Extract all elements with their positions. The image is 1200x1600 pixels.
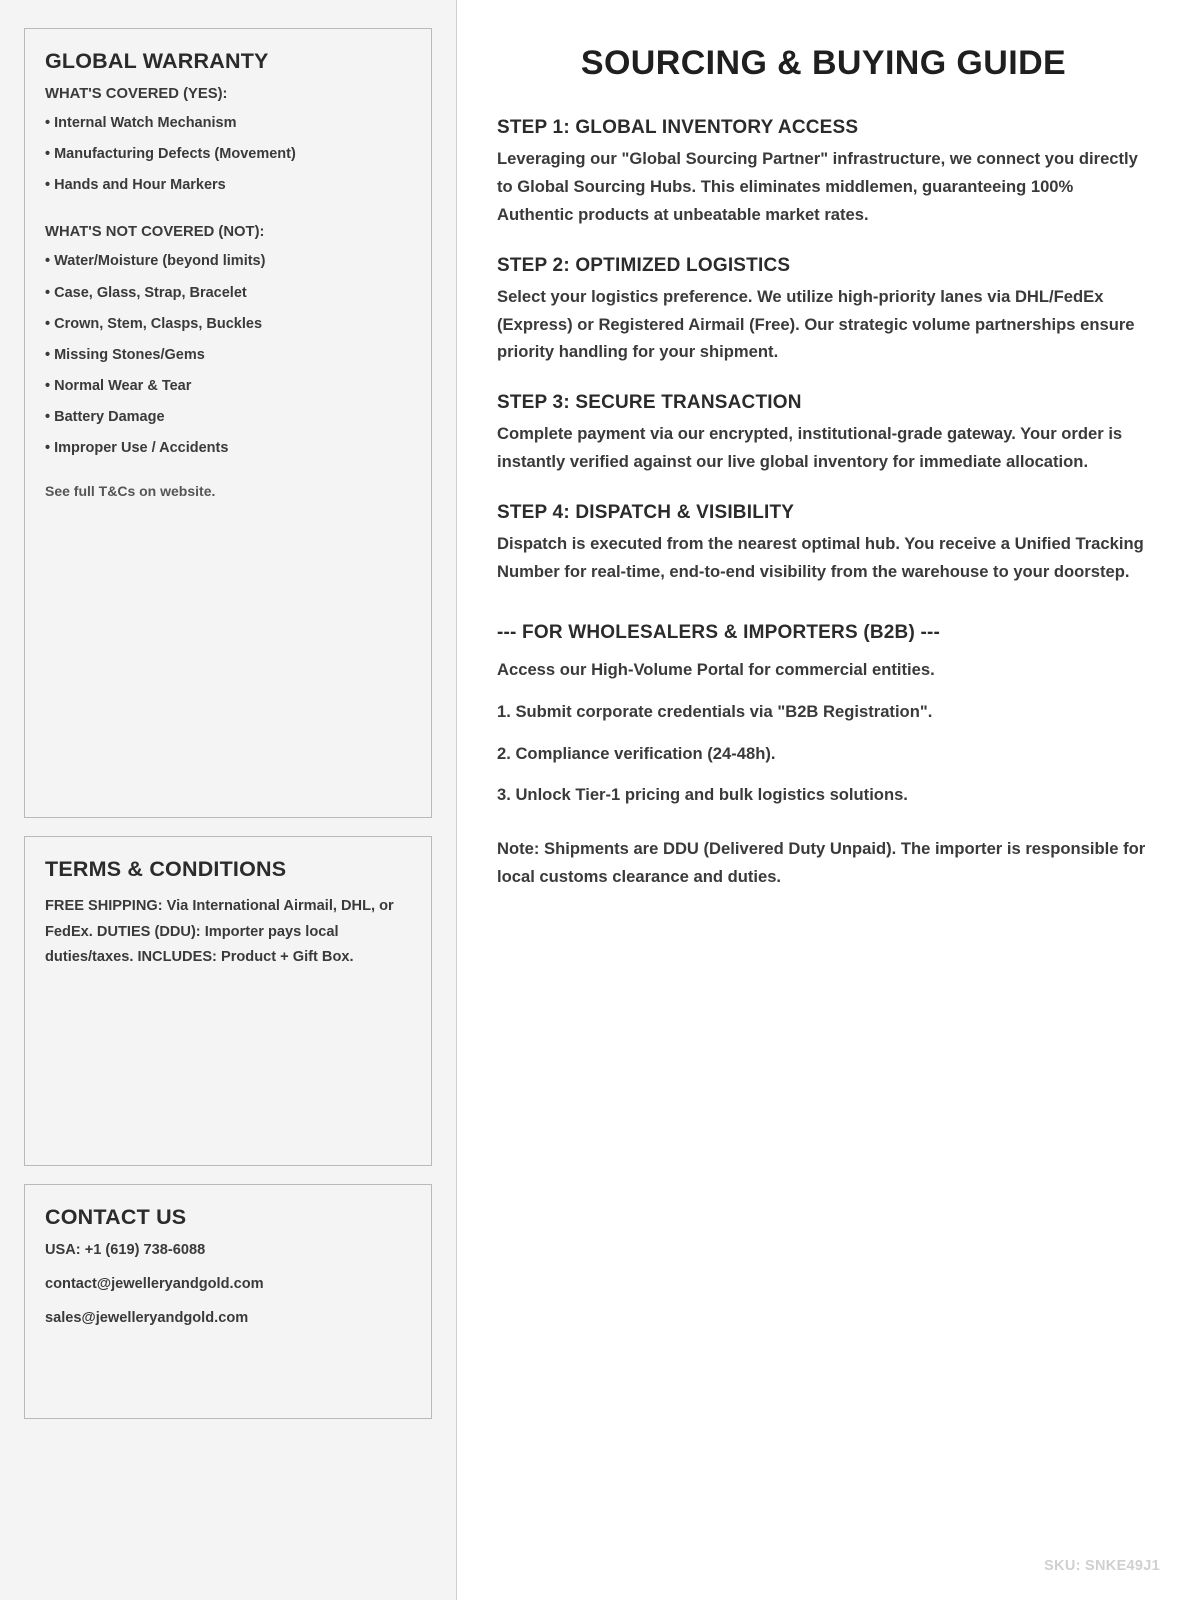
contact-email-primary: contact@jewelleryandgold.com [45, 1276, 264, 1292]
contact-email-sales: sales@jewelleryandgold.com [45, 1310, 249, 1326]
step-1-title: STEP 1: GLOBAL INVENTORY ACCESS [497, 117, 859, 138]
list-item: • Battery Damage [45, 409, 165, 425]
sku-label: SKU: SNKE49J1 [1044, 1558, 1160, 1574]
contact-title: CONTACT US [45, 1205, 187, 1229]
b2b-note: Note: Shipments are DDU (Delivered Duty Unpaid). The importer is responsible for local customs clearance and duties. [497, 839, 1146, 887]
step-1 [497, 117, 1150, 229]
terms-body: FREE SHIPPING: Via International Airmail, DHL, or FedEx. DUTIES (DDU): Importer pays local duties/taxes. INCLUDES: Product + Gift Box. [45, 898, 394, 966]
main-content [457, 0, 1200, 1600]
warranty-footnote: See full T&Cs on website. [45, 483, 216, 500]
list-item: • Water/Moisture (beyond limits) [45, 253, 266, 270]
b2b-intro: Access our High-Volume Portal for commercial entities. [497, 659, 935, 679]
list-item: • Normal Wear & Tear [45, 377, 192, 394]
terms-conditions-card [24, 836, 432, 1166]
list-item: • Improper Use / Accidents [45, 440, 229, 457]
list-item: • Hands and Hour Markers [45, 177, 226, 194]
list-item: • Missing Stones/Gems [45, 346, 205, 363]
step-2 [497, 255, 1150, 367]
list-item: • Manufacturing Defects (Movement) [45, 146, 296, 163]
step-2-title: STEP 2: OPTIMIZED LOGISTICS [497, 254, 791, 276]
left-sidebar [0, 0, 457, 1600]
b2b-step-3: 3. Unlock Tier-1 pricing and bulk logistics solutions. [497, 785, 908, 805]
step-1-body: Leveraging our "Global Sourcing Partner" infrastructure, we connect you directly to Global Sourcing Hubs. This eliminates middlemen, guaranteeing 100% Authentic products at unbeatable market rates. [497, 149, 1138, 224]
step-4-body: Dispatch is executed from the nearest optimal hub. You receive a Unified Tracking Number for real-time, end-to-end visibility from the warehouse to your doorstep. [497, 534, 1144, 581]
step-3 [497, 392, 1150, 476]
terms-title: TERMS & CONDITIONS [45, 857, 287, 881]
contact-us-card [24, 1184, 432, 1419]
b2b-step-1: 1. Submit corporate credentials via "B2B Registration". [497, 701, 933, 721]
step-3-body: Complete payment via our encrypted, institutional-grade gateway. Your order is instantly verified against our live global inventory for immediate allocation. [497, 424, 1123, 472]
step-3-title: STEP 3: SECURE TRANSACTION [497, 392, 802, 414]
b2b-section-heading: --- FOR WHOLESALERS & IMPORTERS (B2B) --- [497, 621, 941, 643]
b2b-step-2: 2. Compliance verification (24-48h). [497, 743, 776, 763]
warranty-not-covered-heading: WHAT'S NOT COVERED (NOT): [45, 224, 265, 241]
list-item: • Crown, Stem, Clasps, Buckles [45, 315, 263, 332]
step-2-body: Select your logistics preference. We utilize high-priority lanes via DHL/FedEx (Express) or Registered Airmail (Free). Our strategic volume partnerships ensure priority handling for your shipment. [497, 286, 1135, 362]
warranty-title: GLOBAL WARRANTY [45, 49, 269, 73]
list-item: • Case, Glass, Strap, Bracelet [45, 284, 247, 301]
contact-phone: USA: +1 (619) 738-6088 [45, 1242, 206, 1258]
list-item: • Internal Watch Mechanism [45, 115, 237, 131]
warranty-covered-heading: WHAT'S COVERED (YES): [45, 86, 228, 102]
step-4-title: STEP 4: DISPATCH & VISIBILITY [497, 502, 795, 523]
step-4 [497, 502, 1150, 586]
global-warranty-card [24, 28, 432, 818]
page-title: SOURCING & BUYING GUIDE [580, 44, 1067, 82]
